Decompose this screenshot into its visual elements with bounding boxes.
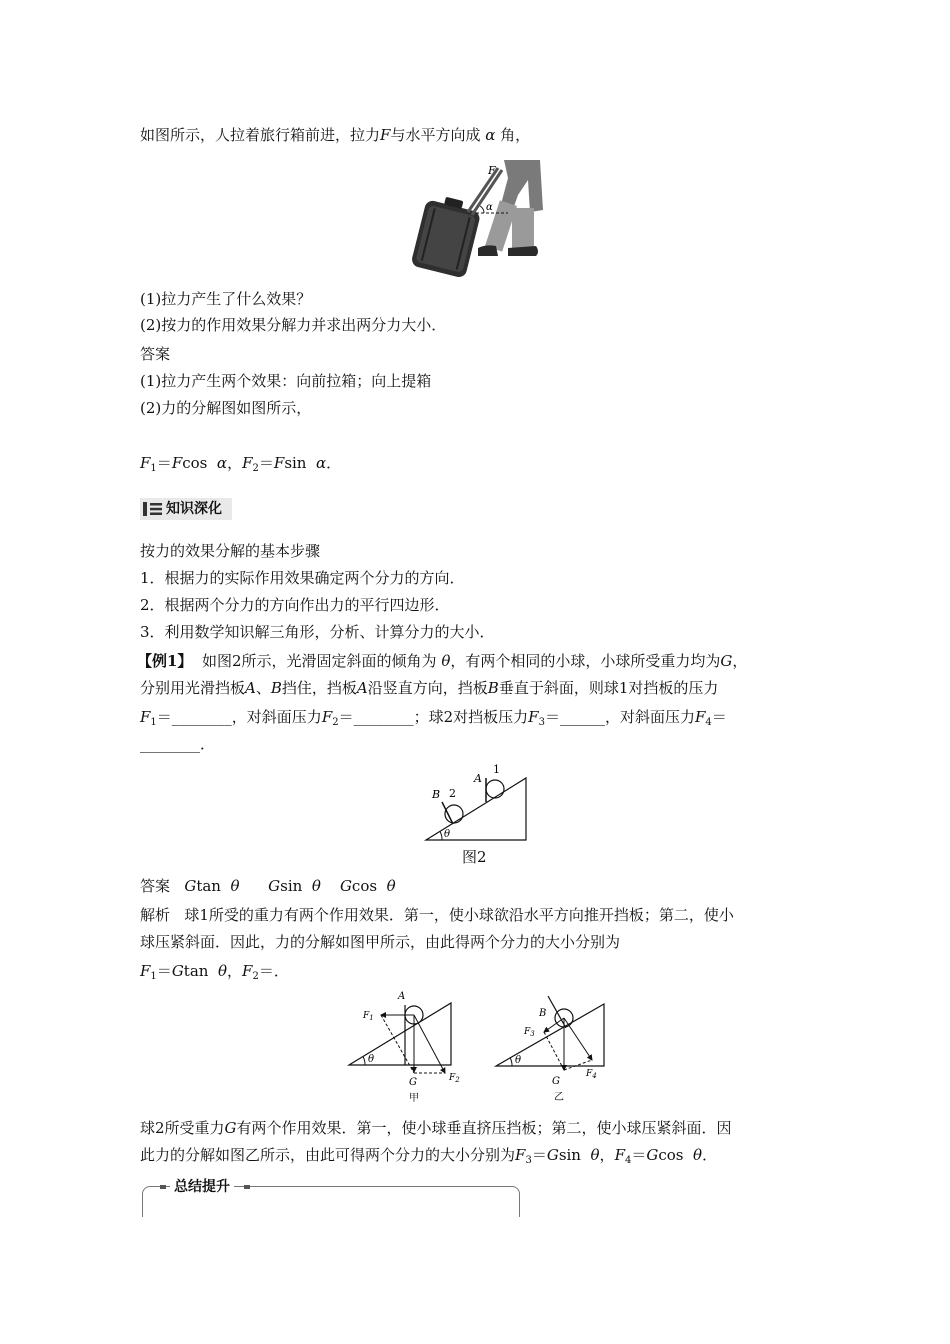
fig-yi-f4: $F_4$ xyxy=(586,1069,597,1080)
summary-title: 总结提升 xyxy=(170,1178,234,1196)
step-2: 2．根据两个分力的方向作出力的平行四边形． xyxy=(140,596,450,614)
intro-question: 如图所示，人拉着旅行箱前进，拉力F与水平方向成 α 角， xyxy=(140,126,531,144)
fig-yi-g: G xyxy=(552,1076,560,1087)
fig-jia-f2: $F_2$ xyxy=(449,1073,460,1084)
summary-dot-right xyxy=(244,1185,250,1189)
fig2-theta: θ xyxy=(444,829,451,840)
figure-2 xyxy=(420,760,530,844)
analysis-line-1: 解析 球1所受的重力有两个作用效果．第一，使小球欲沿水平方向推开挡板；第二，使小 xyxy=(140,906,734,924)
section-title: 知识深化 xyxy=(166,501,222,517)
figure-yi xyxy=(492,990,617,1105)
fig-jia-theta: θ xyxy=(368,1054,375,1065)
step-1: 1．根据力的实际作用效果确定两个分力的方向． xyxy=(140,569,465,587)
summary-dot-left xyxy=(160,1185,166,1189)
fig-jia-f1: $F_1$ xyxy=(363,1011,374,1022)
analysis-line-5: 此力的分解如图乙所示，由此可得两个分力的大小分别为$F_3=Gsin$ θ，$F_4=Gcos$ θ． xyxy=(140,1146,718,1166)
example-tag: 【例1】 xyxy=(137,652,193,670)
steps-title: 按力的效果分解的基本步骤 xyxy=(140,542,321,560)
fig-jia-label-a: A xyxy=(398,991,406,1002)
analysis-line-4: 球2所受重力G有两个作用效果．第一，使小球垂直挤压挡板；第二，使小球压紧斜面．因 xyxy=(140,1119,732,1137)
example-line-2: 分别用光滑挡板A、B挡住，挡板A沿竖直方向，挡板B垂直于斜面，则球1对挡板的压力 xyxy=(140,679,719,697)
section-heading xyxy=(140,498,232,520)
fig2-label-1: 1 xyxy=(493,763,500,776)
example-line-1: 【例1】 如图2所示，光滑固定斜面的倾角为 θ，有两个相同的小球，小球所受重力均为G， xyxy=(137,652,748,670)
figure-jia xyxy=(345,985,470,1105)
analysis-line-2: 球压紧斜面．因此，力的分解如图甲所示，由此得两个分力的大小分别为 xyxy=(140,933,621,951)
example-answer: 答案 Gtan θ Gsin θ Gcos θ xyxy=(140,877,396,895)
answer-label: 答案 xyxy=(140,345,171,363)
fig2-label-b: B xyxy=(432,788,441,801)
question-2: (2)按力的作用效果分解力并求出两分力大小． xyxy=(140,316,447,334)
fig-yi-theta: θ xyxy=(515,1055,522,1066)
analysis-line-3: $F_1=Gtan$ θ，$F_2=$． xyxy=(140,962,289,982)
fig-jia-g: G xyxy=(409,1077,417,1088)
fig-yi-caption: 乙 xyxy=(554,1092,564,1103)
question-1: (1)拉力产生了什么效果？ xyxy=(140,290,312,308)
figure-2-caption: 图2 xyxy=(462,848,487,866)
fig2-label-2: 2 xyxy=(449,787,456,800)
example-line-4: ________． xyxy=(140,735,216,753)
example-line-3: $F_1=\_\_\_\_\_\_\_\_$，对斜面压力$F_2=\_\_\_\_\_\_\_\_$；球2对挡板压力$F_3=\_\_\_\_\_\_$，对斜面压力$F_4=$ xyxy=(140,708,727,728)
step-3: 3．利用数学知识解三角形，分析、计算分力的大小． xyxy=(140,623,495,641)
photo-force-label: F xyxy=(488,164,496,177)
fig-yi-label-b: B xyxy=(539,1008,547,1019)
answer-1: (1)拉力产生两个效果：向前拉箱；向上提箱 xyxy=(140,372,432,390)
answer-formula: $F_1=Fcos$ α，$F_2=Fsin$ α． xyxy=(140,454,342,474)
fig2-label-a: A xyxy=(474,772,482,785)
photo-angle-label: α xyxy=(486,202,493,213)
suitcase-photo xyxy=(408,160,548,282)
fig-jia-caption: 甲 xyxy=(409,1093,419,1104)
fig-yi-f3: $F_3$ xyxy=(524,1027,535,1038)
section-list-icon xyxy=(143,502,163,516)
answer-2: (2)力的分解图如图所示， xyxy=(140,399,312,417)
